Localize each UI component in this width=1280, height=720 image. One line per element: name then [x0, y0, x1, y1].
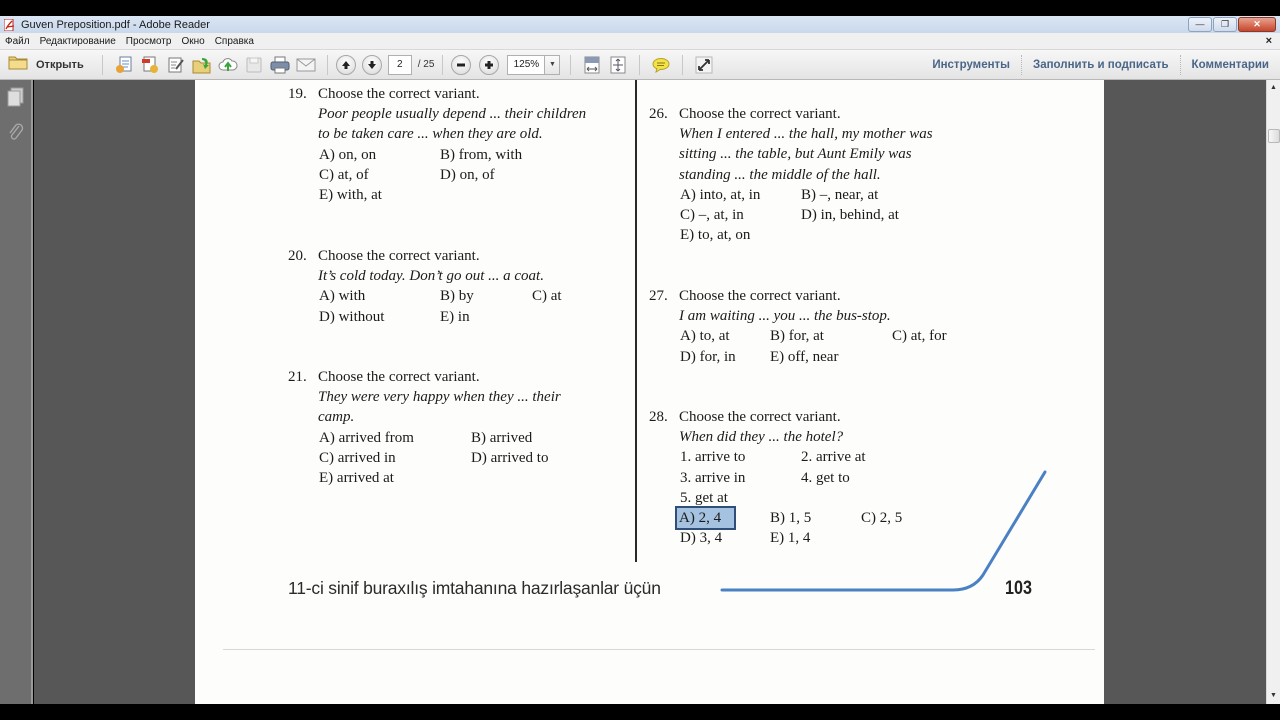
- option-c: C) at, of: [319, 166, 369, 183]
- list-item-4: 4. get to: [801, 469, 850, 486]
- scroll-down-arrow-icon[interactable]: ▼: [1270, 692, 1277, 699]
- option-e: E) in: [440, 308, 470, 325]
- menu-edit[interactable]: Редактирование: [39, 35, 116, 47]
- create-pdf-icon: [115, 56, 133, 74]
- option-d: D) without: [319, 308, 385, 325]
- zoom-in-icon: [484, 60, 494, 70]
- option-e: E) arrived at: [319, 470, 394, 486]
- attachments-button[interactable]: [7, 122, 25, 142]
- option-c: C) –, at, in: [680, 207, 744, 223]
- option-d: D) in, behind, at: [801, 207, 899, 223]
- menu-file[interactable]: Файл: [5, 35, 30, 47]
- option-a: A) on, on: [319, 146, 377, 163]
- main-toolbar: [0, 50, 1280, 80]
- tools-pane-button[interactable]: Инструменты: [932, 58, 1010, 71]
- comments-pane-button[interactable]: Комментарии: [1191, 58, 1269, 71]
- window-controls: [1188, 17, 1276, 32]
- save-to-folder-button[interactable]: [191, 54, 213, 76]
- option-b: B) from, with: [440, 146, 523, 163]
- page-bottom-rule: [223, 649, 1095, 650]
- question-number: 27.: [649, 288, 668, 304]
- question-prompt: Choose the correct variant.: [679, 106, 841, 122]
- comment-button[interactable]: [650, 54, 672, 76]
- option-d: D) arrived to: [471, 449, 549, 466]
- paperclip-icon: [7, 122, 25, 142]
- print-icon: [270, 56, 290, 74]
- option-c: C) at: [532, 288, 562, 305]
- option-b: B) arrived: [471, 429, 533, 446]
- previous-page-button[interactable]: [336, 55, 356, 75]
- export-pdf-icon: [141, 56, 159, 74]
- option-b: B) –, near, at: [801, 186, 879, 203]
- option-c: C) 2, 5: [861, 510, 903, 526]
- question-prompt: Choose the correct variant.: [318, 86, 480, 102]
- task-panes: [921, 50, 1280, 79]
- list-item-2: 2. arrive at: [801, 449, 866, 466]
- question-prompt: Choose the correct variant.: [679, 409, 841, 425]
- question-number: 20.: [288, 248, 307, 264]
- next-page-button[interactable]: [362, 55, 382, 75]
- vertical-scrollbar[interactable]: [1266, 80, 1280, 704]
- footer-text: 11-ci sinif buraxılış imtahanına hazırlaşanlar üçün: [288, 578, 661, 598]
- option-d: D) on, of: [440, 166, 495, 183]
- panel-divider: [31, 80, 33, 704]
- screen-top-border: [0, 0, 1280, 16]
- fit-width-icon: [584, 56, 600, 74]
- question-stem-line: It’s cold today. Don’t go out ... a coat.: [318, 268, 544, 285]
- fill-sign-pane-button[interactable]: Заполнить и подписать: [1033, 58, 1169, 71]
- toolbar-separator: [327, 55, 328, 75]
- zoom-dropdown-button[interactable]: [545, 55, 560, 75]
- upload-cloud-button[interactable]: [217, 54, 239, 76]
- page-number-input[interactable]: 2: [388, 55, 412, 75]
- minimize-icon: —: [1195, 19, 1205, 29]
- option-a: A) with: [319, 288, 366, 305]
- zoom-level-input[interactable]: 125%: [507, 55, 545, 75]
- question-prompt: Choose the correct variant.: [679, 288, 841, 304]
- option-e: E) with, at: [319, 187, 382, 203]
- open-label: Открыть: [36, 58, 84, 71]
- close-button[interactable]: [1238, 17, 1276, 32]
- question-number: 21.: [288, 369, 307, 385]
- fullscreen-button[interactable]: [693, 54, 715, 76]
- edit-button[interactable]: [165, 54, 187, 76]
- scrollbar-thumb[interactable]: [1268, 129, 1280, 143]
- option-d: D) 3, 4: [680, 530, 723, 547]
- save-button[interactable]: [243, 54, 265, 76]
- minimize-button[interactable]: [1188, 17, 1212, 32]
- prev-page-icon: [341, 60, 351, 70]
- option-e: E) 1, 4: [770, 530, 811, 547]
- option-c: C) arrived in: [319, 449, 396, 466]
- list-item-5: 5. get at: [680, 489, 728, 506]
- question-number: 19.: [288, 86, 307, 102]
- question-stem-line: to be taken care ... when they are old.: [318, 126, 543, 143]
- menu-help[interactable]: Справка: [214, 35, 254, 47]
- close-icon: ✕: [1253, 19, 1261, 29]
- toolbar-separator: [639, 55, 640, 75]
- fit-page-icon: [610, 56, 626, 74]
- option-a-selected-text[interactable]: A) 2, 4: [677, 508, 734, 528]
- email-icon: [296, 58, 316, 72]
- navigation-panel: [0, 80, 33, 704]
- list-item-3: 3. arrive in: [680, 469, 746, 486]
- open-folder-icon: [8, 54, 28, 75]
- window-titlebar: [0, 16, 1280, 33]
- adobe-reader-icon: [4, 19, 16, 31]
- question-stem-line: I am waiting ... you ... the bus-stop.: [679, 308, 891, 325]
- pdf-page: [195, 80, 1104, 704]
- option-b: B) by: [440, 288, 474, 305]
- zoom-out-button[interactable]: [451, 55, 471, 75]
- question-number: 28.: [649, 409, 668, 425]
- save-disk-icon: [246, 57, 262, 73]
- edit-icon: [167, 56, 185, 74]
- question-prompt: Choose the correct variant.: [318, 248, 480, 264]
- toolbar-separator: [682, 55, 683, 75]
- chevron-down-icon: ▼: [548, 61, 556, 68]
- toolbar-separator: [102, 55, 103, 75]
- option-b: B) for, at: [770, 328, 824, 345]
- question-number: 26.: [649, 106, 668, 122]
- option-e: E) off, near: [770, 348, 839, 365]
- window-title: Guven Preposition.pdf - Adobe Reader: [21, 18, 210, 31]
- close-document-icon[interactable]: ×: [1265, 35, 1272, 47]
- fit-width-button[interactable]: [581, 54, 603, 76]
- option-e: E) to, at, on: [680, 227, 751, 244]
- screen-bottom-border: [0, 704, 1280, 720]
- question-stem-line: Poor people usually depend ... their children: [318, 106, 587, 123]
- print-button[interactable]: [269, 54, 291, 76]
- list-item-1: 1. arrive to: [680, 449, 746, 466]
- footer-decorative-line: [195, 80, 1104, 704]
- page-total: / 25: [417, 59, 435, 70]
- save-to-folder-icon: [192, 56, 212, 74]
- toolbar-separator: [442, 55, 443, 75]
- comment-icon: [651, 57, 671, 73]
- option-a: A) into, at, in: [680, 186, 761, 203]
- fit-page-button[interactable]: [607, 54, 629, 76]
- menu-bar: [0, 33, 1280, 50]
- open-button[interactable]: [8, 54, 84, 75]
- zoom-in-button[interactable]: [479, 55, 499, 75]
- option-c: C) at, for: [892, 328, 947, 345]
- question-stem-line: sitting ... the table, but Aunt Emily was: [679, 146, 912, 163]
- restore-button[interactable]: [1213, 17, 1237, 32]
- question-stem-line: When I entered ... the hall, my mother was: [679, 126, 933, 143]
- option-a: A) to, at: [680, 328, 730, 345]
- menu-window[interactable]: Окно: [181, 35, 205, 47]
- zoom-out-icon: [456, 60, 466, 70]
- page-thumbnails-icon: [7, 87, 25, 107]
- fullscreen-icon: [695, 56, 713, 74]
- toolbar-separator: [570, 55, 571, 75]
- question-prompt: Choose the correct variant.: [318, 369, 480, 385]
- question-stem-line: They were very happy when they ... their: [318, 389, 561, 406]
- page-thumbnails-button[interactable]: [7, 87, 25, 107]
- create-pdf-button[interactable]: [113, 54, 135, 76]
- export-pdf-button[interactable]: [139, 54, 161, 76]
- question-stem-line: When did they ... the hotel?: [679, 429, 844, 446]
- printed-page-number: 103: [1005, 578, 1032, 599]
- menu-view[interactable]: Просмотр: [125, 35, 172, 47]
- option-b: B) 1, 5: [770, 510, 812, 526]
- email-button[interactable]: [295, 54, 317, 76]
- option-a: A) arrived from: [319, 429, 414, 446]
- question-stem-line: standing ... the middle of the hall.: [679, 166, 881, 183]
- question-stem-line: camp.: [318, 409, 355, 426]
- scroll-up-arrow-icon[interactable]: ▲: [1270, 84, 1277, 91]
- option-d: D) for, in: [680, 348, 736, 365]
- upload-cloud-icon: [218, 57, 238, 73]
- next-page-icon: [367, 60, 377, 70]
- zoom-level-combo[interactable]: [507, 55, 560, 75]
- restore-icon: ❐: [1220, 19, 1230, 29]
